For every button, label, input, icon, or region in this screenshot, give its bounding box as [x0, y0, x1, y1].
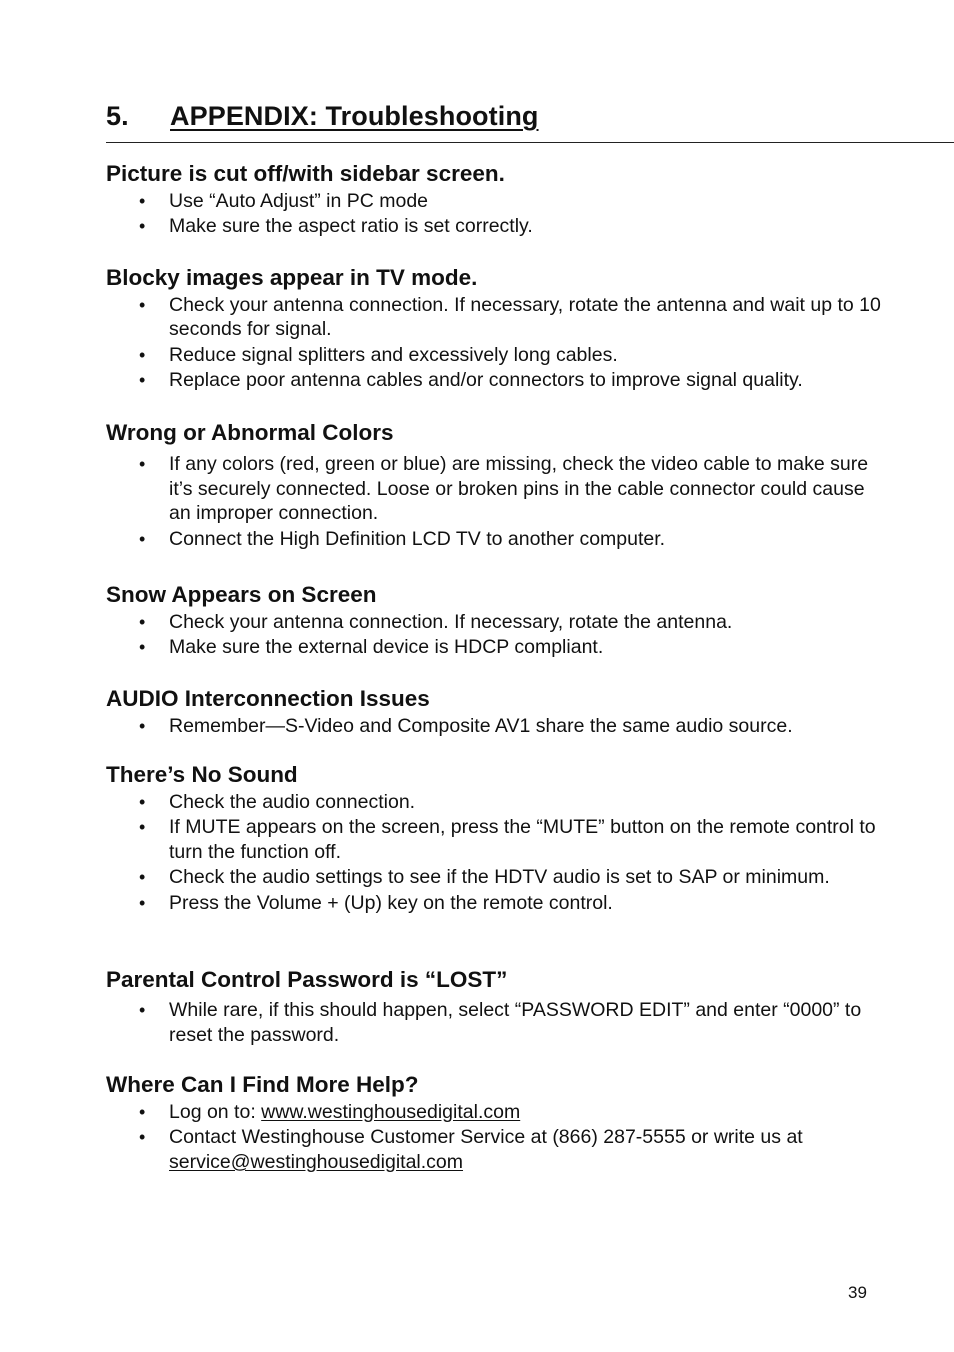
- bullet-icon: •: [139, 294, 146, 315]
- bullet-list: [106, 452, 886, 552]
- list-item: • Reduce signal splitters and excessively long cables.: [139, 343, 618, 366]
- list-item: • Check the audio connection.: [139, 790, 416, 813]
- section-no-sound: [106, 761, 886, 915]
- bullet-icon: •: [139, 528, 146, 549]
- list-item: [106, 1125, 886, 1174]
- list-item: • Make sure the aspect ratio is set correctly.: [139, 215, 533, 238]
- bullet-list: [106, 790, 886, 916]
- chapter-number: 5.: [106, 101, 129, 131]
- section-wrong-colors: [106, 419, 886, 552]
- list-item: [106, 1100, 886, 1125]
- bullet-list: [106, 293, 886, 393]
- section-heading: AUDIO Interconnection Issues: [106, 686, 430, 711]
- bullet-list: [106, 610, 886, 660]
- section-audio-interconnection: [106, 685, 886, 738]
- list-item: • While rare, if this should happen, select “PASSWORD EDIT” and enter “0000” to reset the password.: [139, 999, 862, 1046]
- page-number: 39: [848, 1283, 867, 1302]
- bullet-list: [106, 714, 886, 739]
- list-item: • Use “Auto Adjust” in PC mode: [139, 189, 429, 212]
- section-heading: There’s No Sound: [106, 762, 298, 787]
- chapter-title: APPENDIX: Troubleshooting: [170, 101, 539, 131]
- help-text: Contact Westinghouse Customer Service at (866) 287-5555 or write us at: [169, 1126, 803, 1149]
- bullet-icon: •: [139, 216, 146, 237]
- bullet-icon: •: [139, 611, 146, 632]
- list-item: • Make sure the external device is HDCP compliant.: [139, 636, 604, 659]
- bullet-icon: •: [139, 867, 146, 888]
- bullet-icon: •: [139, 190, 146, 211]
- bullet-icon: •: [139, 892, 146, 913]
- bullet-icon: •: [139, 1101, 146, 1122]
- bullet-icon: •: [139, 1127, 146, 1148]
- section-snow: [106, 581, 886, 660]
- bullet-icon: •: [139, 791, 146, 812]
- section-more-help: [106, 1071, 886, 1174]
- section-heading: Blocky images appear in TV mode.: [106, 265, 478, 290]
- section-blocky-images: [106, 264, 886, 393]
- list-item: • Check your antenna connection. If necessary, rotate the antenna and wait up to 10 seconds for signal.: [139, 293, 881, 341]
- section-parental-control: [106, 966, 886, 1047]
- section-heading: Parental Control Password is “LOST”: [106, 967, 508, 992]
- bullet-icon: •: [139, 370, 146, 391]
- list-item: • Check the audio settings to see if the HDTV audio is set to SAP or minimum.: [139, 866, 830, 889]
- chapter-divider: [106, 142, 954, 143]
- bullet-icon: •: [139, 454, 146, 474]
- bullet-list: [106, 998, 886, 1047]
- list-item: • If any colors (red, green or blue) are missing, check the video cable to make sure it’s securely connected. Loose or broken pins in the cable connector could cause an improper connection.: [139, 453, 869, 525]
- section-picture-cut-off: [106, 160, 886, 239]
- list-item: • Check your antenna connection. If necessary, rotate the antenna.: [139, 610, 733, 633]
- bullet-icon: •: [139, 637, 146, 658]
- list-item: • If MUTE appears on the screen, press the “MUTE” button on the remote control to turn the function off.: [139, 816, 876, 863]
- help-text: Log on to:: [169, 1100, 262, 1123]
- section-heading: Wrong or Abnormal Colors: [106, 420, 394, 445]
- section-heading: Where Can I Find More Help?: [106, 1072, 419, 1097]
- list-item: • Replace poor antenna cables and/or connectors to improve signal quality.: [139, 369, 803, 392]
- bullet-icon: •: [139, 344, 146, 365]
- chapter-heading: [106, 101, 539, 132]
- bullet-icon: •: [139, 1000, 146, 1020]
- list-item: • Remember—S-Video and Composite AV1 share the same audio source.: [139, 714, 793, 737]
- section-heading: Picture is cut off/with sidebar screen.: [106, 161, 505, 186]
- bullet-icon: •: [139, 817, 146, 838]
- bullet-list: [106, 189, 886, 239]
- email-link[interactable]: service@westinghousedigital.com: [169, 1150, 464, 1173]
- section-heading: Snow Appears on Screen: [106, 582, 377, 607]
- website-link[interactable]: www.westinghousedigital.com: [261, 1100, 521, 1123]
- bullet-list: [106, 1100, 886, 1175]
- bullet-icon: •: [139, 715, 146, 736]
- list-item: • Press the Volume + (Up) key on the remote control.: [139, 891, 613, 914]
- list-item: • Connect the High Definition LCD TV to another computer.: [139, 527, 666, 550]
